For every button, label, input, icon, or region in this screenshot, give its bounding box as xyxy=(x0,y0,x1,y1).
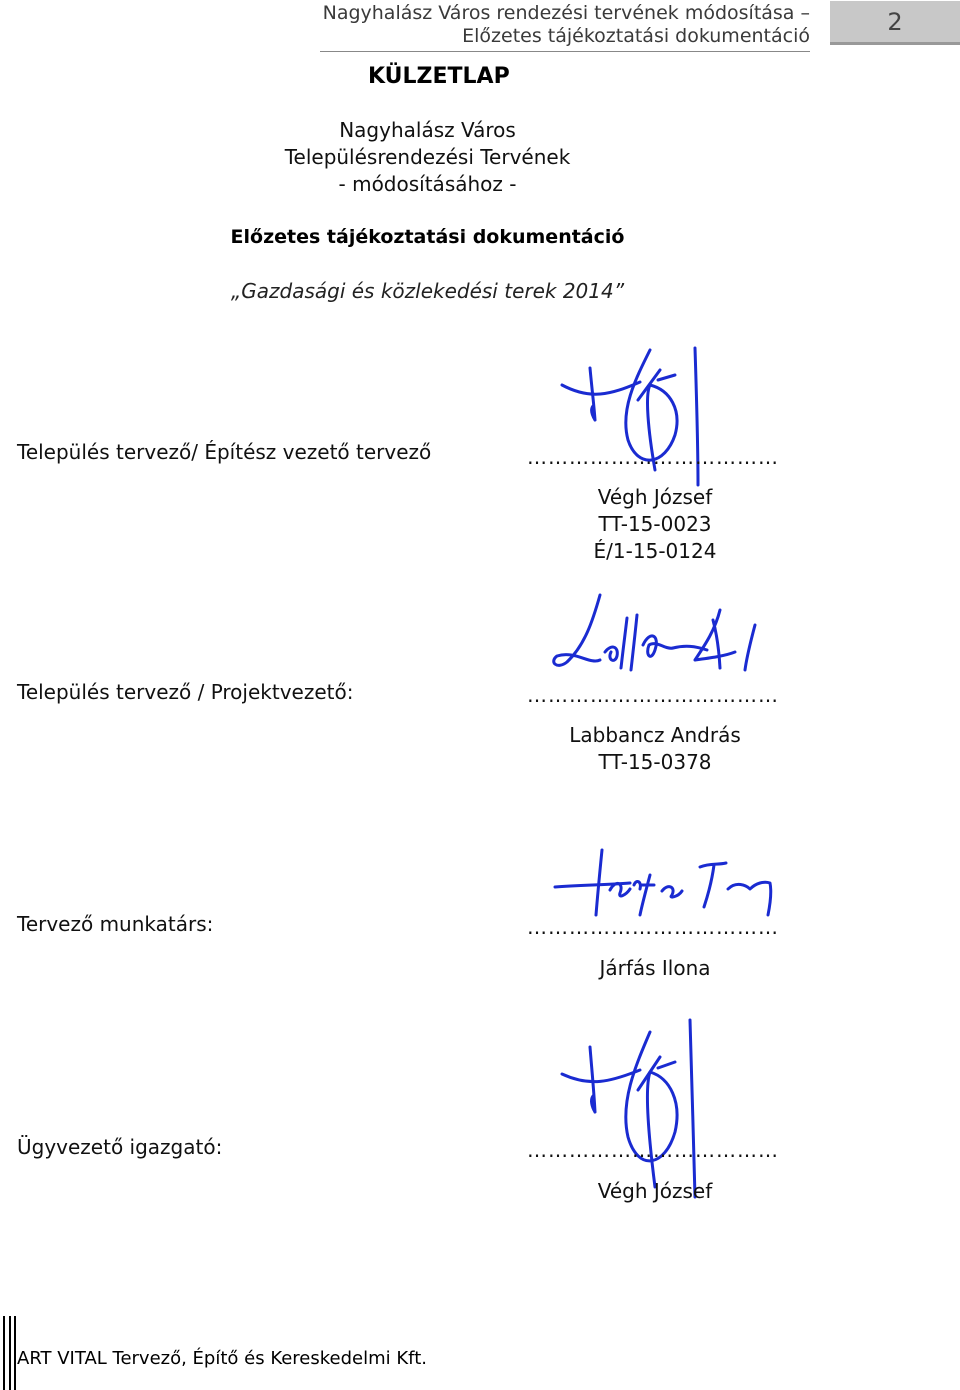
signature-line-4: ……………………………… xyxy=(527,1138,779,1162)
document-subtitle: „Gazdasági és közlekedési terek 2014” xyxy=(230,279,625,303)
signature-line-2: ……………………………… xyxy=(527,683,779,707)
signatory-2-id-1: TT-15-0378 xyxy=(598,750,712,774)
signature-jarfas xyxy=(550,845,780,920)
page-title: KÜLZETLAP xyxy=(368,64,510,89)
signatory-3-name: Járfás Ilona xyxy=(599,956,711,980)
role-2: Település tervező / Projektvezető: xyxy=(17,680,354,704)
header-line-2: Előzetes tájékoztatási dokumentáció xyxy=(462,25,810,47)
signatory-4-details xyxy=(530,1178,780,1205)
role-4: Ügyvezető igazgató: xyxy=(17,1135,223,1159)
document-title: Előzetes tájékoztatási dokumentáció xyxy=(230,226,625,248)
signatory-1-id-2: É/1-15-0124 xyxy=(593,539,717,563)
signature-line-1: ……………………………… xyxy=(527,445,779,469)
intro-line-1: Nagyhalász Város xyxy=(339,118,516,142)
role-3: Tervező munkatárs: xyxy=(17,912,214,936)
page-number-shadow xyxy=(830,42,960,45)
signatory-1-id-1: TT-15-0023 xyxy=(598,512,712,536)
signature-labbancz xyxy=(545,590,770,680)
signatory-2-details xyxy=(530,722,780,776)
page-number: 2 xyxy=(830,1,960,42)
intro-line-2: Településrendezési Tervének xyxy=(284,145,571,169)
signatory-1-name: Végh József xyxy=(597,485,713,509)
signature-line-3: ……………………………… xyxy=(527,915,779,939)
header-line-1: Nagyhalász Város rendezési tervének módosítása – xyxy=(322,2,810,24)
signatory-1-details xyxy=(530,484,780,565)
footer-company: ART VITAL Tervező, Építő és Kereskedelmi Kft. xyxy=(17,1348,427,1369)
signatory-3-details xyxy=(530,955,780,982)
intro-line-3: - módosításához - xyxy=(338,172,517,196)
signatory-4-name: Végh József xyxy=(597,1179,713,1203)
signature-vegh-2 xyxy=(550,1012,730,1202)
signatory-2-name: Labbancz András xyxy=(569,723,741,747)
header-divider xyxy=(320,51,810,52)
role-1: Település tervező/ Építész vezető tervező xyxy=(17,440,432,464)
intro-block xyxy=(0,117,855,198)
